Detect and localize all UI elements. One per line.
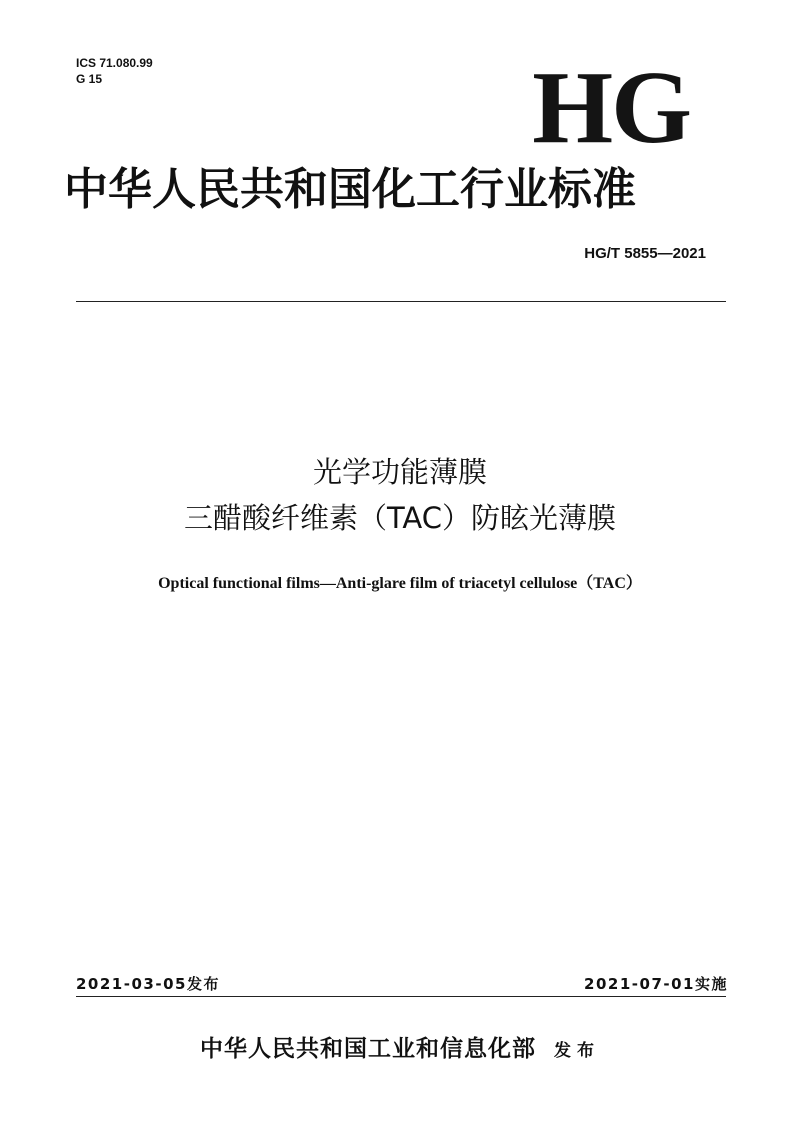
ics-code: ICS 71.080.99 bbox=[76, 56, 153, 70]
implementation-date: 2021-07-01实施 bbox=[584, 975, 728, 993]
publisher bbox=[0, 1033, 800, 1067]
standard-type-heading: 中华人民共和国化工行业标准 bbox=[64, 164, 636, 215]
title-en: Optical functional films—Anti-glare film of triacetyl cellulose（TAC） bbox=[158, 575, 642, 592]
hg-logo: HG bbox=[532, 50, 690, 165]
ccs-code: G 15 bbox=[76, 72, 103, 86]
publisher-org: 中华人民共和国工业和信息化部 bbox=[200, 1036, 536, 1062]
standard-number: HG/T 5855—2021 bbox=[584, 245, 706, 262]
title-zh-line2: 三醋酸纤维素（TAC）防眩光薄膜 bbox=[183, 501, 617, 535]
bottom-divider bbox=[76, 996, 726, 997]
classification-codes bbox=[76, 55, 153, 87]
title-zh-line1: 光学功能薄膜 bbox=[312, 455, 487, 489]
publisher-action: 发布 bbox=[554, 1041, 600, 1061]
top-divider bbox=[76, 301, 726, 302]
issue-date: 2021-03-05发布 bbox=[76, 975, 220, 993]
